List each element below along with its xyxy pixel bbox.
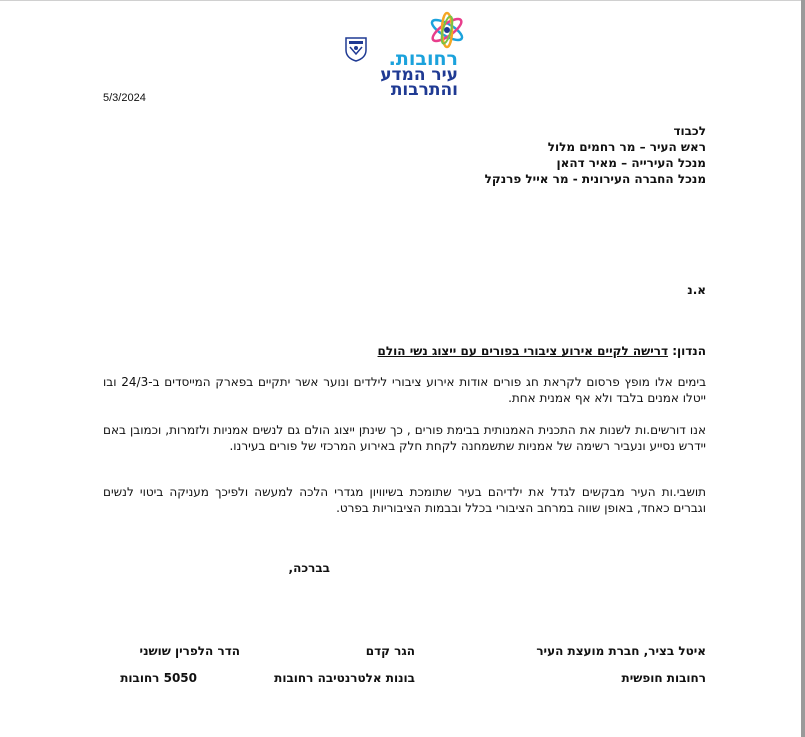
logo-line-science: עיר המדע (380, 65, 458, 85)
logo-line-city: רחובות. (388, 48, 458, 70)
page-right-border (801, 0, 805, 737)
recipient-company-director: מנכל החברה העירונית - מר אייל פרנקל (484, 172, 706, 186)
salutation: לכבוד (673, 124, 706, 138)
paragraph-2: אנו דורשים.ות לשנות את התכנית האמנותית בבימת פורים , כך שינתן ייצוג הולם גם לנשים אמניות ולזמרות, וכמובן באם יידרש נסייע ונעביר רשימה של אמניות שתשמחנה לקחת חלק באירוע המרכזי של פורים בעירנו. (103, 423, 706, 453)
signatory-2-org: בונות אלטרנטיבה רחובות (274, 671, 415, 685)
signatory-3-name: הדר הלפרין שושני (139, 644, 240, 658)
greeting: א.נ (687, 283, 706, 297)
paragraph-1: בימים אלו מופץ פרסום לקראת חג פורים אודות אירוע ציבורי לילדים ונוער אשר יתקיים בפארק המייסדים ב-24/3 ובו ייטלו אמנים בלבד ולא אף אמנית אחת. (103, 375, 707, 405)
page-top-border (0, 0, 805, 1)
logo-line-culture: והתרבות (390, 80, 458, 100)
signatory-3-org: 5050 רחובות (120, 671, 197, 685)
subject-label: הנדון: (672, 344, 706, 358)
science-burst-icon (426, 8, 468, 52)
city-logo (342, 8, 472, 100)
recipient-mayor: ראש העיר – מר רחמים מלול (547, 140, 706, 154)
signatory-2-name: הגר קדם (365, 644, 415, 658)
signatory-1-org: רחובות חופשית (621, 671, 706, 685)
subject-title: דרישה לקיים אירוע ציבורי בפורים עם ייצוג נשי הולם (377, 344, 669, 358)
recipient-city-director: מנכל העירייה – מאיר דהאן (556, 156, 706, 170)
paragraph-3: תושבי.ות העיר מבקשים לגדל את ילדיהם בעיר שתומכת בשיוויון מגדרי הלכה למעשה ולפיכך מעניקה ביטוי לנשים וגברים כאחד, באופן שווה במרחב הציבורי בכלל ובבמות הציבוריות בפרט. (103, 485, 706, 515)
subject-line (378, 344, 706, 358)
city-crest-icon (344, 36, 368, 62)
letter-date: 5/3/2024 (103, 92, 146, 104)
signatory-1-name: איטל בציר, חברת מועצת העיר (536, 644, 706, 658)
closing: בברכה, (288, 561, 330, 575)
